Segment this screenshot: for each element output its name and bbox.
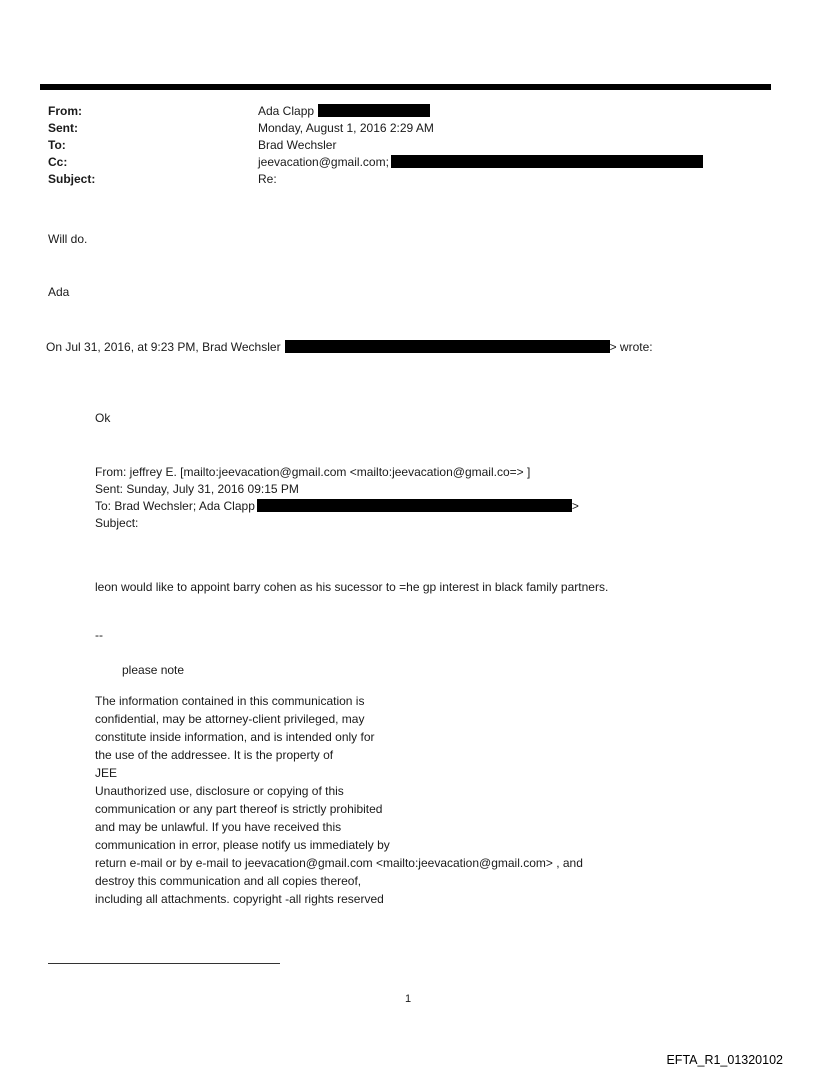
top-divider-rule bbox=[40, 84, 771, 90]
disclaimer-line: The information contained in this communication is bbox=[95, 694, 365, 708]
body-signature: Ada bbox=[48, 285, 70, 299]
header-row-cc bbox=[48, 154, 748, 171]
sent-label: Sent: bbox=[48, 121, 78, 135]
header-row-sent bbox=[48, 120, 748, 137]
cc-label: Cc: bbox=[48, 155, 68, 169]
quoted-to-line: To: Brad Wechsler; Ada Clapp > bbox=[95, 499, 579, 513]
disclaimer-line: including all attachments. copyright -all rights reserved bbox=[95, 892, 384, 906]
bates-number: EFTA_R1_01320102 bbox=[666, 1053, 783, 1067]
signature-separator: -- bbox=[95, 628, 103, 642]
cc-value: jeevacation@gmail.com; bbox=[258, 154, 703, 171]
disclaimer-line: communication in error, please notify us immediately by bbox=[95, 838, 390, 852]
footer-signature-divider bbox=[48, 963, 280, 964]
page-number: 1 bbox=[404, 993, 412, 1005]
header-row-to bbox=[48, 137, 748, 154]
disclaimer-line: communication or any part thereof is strictly prohibited bbox=[95, 802, 383, 816]
redaction-bar bbox=[318, 104, 430, 117]
quoted-ok: Ok bbox=[95, 411, 111, 425]
quoted-message: leon would like to appoint barry cohen as his sucessor to =he gp interest in black family partners. bbox=[95, 580, 609, 594]
disclaimer-block bbox=[95, 692, 583, 908]
email-header bbox=[48, 103, 748, 188]
subject-label: Subject: bbox=[48, 172, 96, 186]
disclaimer-line: constitute inside information, and is intended only for bbox=[95, 730, 375, 744]
quoted-subject-line: Subject: bbox=[95, 516, 139, 530]
quote-intro-suffix: > wrote: bbox=[609, 340, 653, 354]
quoted-from-line: From: jeffrey E. [mailto:jeevacation@gmail.com <mailto:jeevacation@gmail.co=> ] bbox=[95, 465, 531, 479]
header-row-subject bbox=[48, 171, 748, 188]
header-row-from bbox=[48, 103, 748, 120]
disclaimer-line: the use of the addressee. It is the property of bbox=[95, 748, 334, 762]
disclaimer-line: confidential, may be attorney-client privileged, may bbox=[95, 712, 365, 726]
disclaimer-line: destroy this communication and all copies thereof, bbox=[95, 874, 362, 888]
please-note-text: please note bbox=[122, 663, 185, 677]
disclaimer-line: and may be unlawful. If you have received this bbox=[95, 820, 342, 834]
subject-value: Re: bbox=[258, 172, 277, 186]
to-label: To: bbox=[48, 138, 66, 152]
from-value: Ada Clapp bbox=[258, 103, 430, 120]
quoted-sent-line: Sent: Sunday, July 31, 2016 09:15 PM bbox=[95, 482, 299, 496]
body-text-will-do: Will do. bbox=[48, 232, 88, 246]
disclaimer-line: JEE bbox=[95, 766, 118, 780]
from-label: From: bbox=[48, 104, 82, 118]
quoted-header-block bbox=[95, 464, 579, 532]
disclaimer-line: Unauthorized use, disclosure or copying of this bbox=[95, 784, 344, 798]
redaction-bar bbox=[285, 340, 610, 353]
quote-intro-prefix: On Jul 31, 2016, at 9:23 PM, Brad Wechsler bbox=[46, 340, 281, 354]
redaction-bar bbox=[257, 499, 572, 512]
to-value: Brad Wechsler bbox=[258, 138, 337, 152]
redaction-bar bbox=[391, 155, 703, 168]
sent-value: Monday, August 1, 2016 2:29 AM bbox=[258, 121, 434, 135]
quote-intro-line bbox=[46, 339, 653, 355]
disclaimer-line: return e-mail or by e-mail to jeevacation@gmail.com <mailto:jeevacation@gmail.com> , and bbox=[95, 856, 583, 870]
